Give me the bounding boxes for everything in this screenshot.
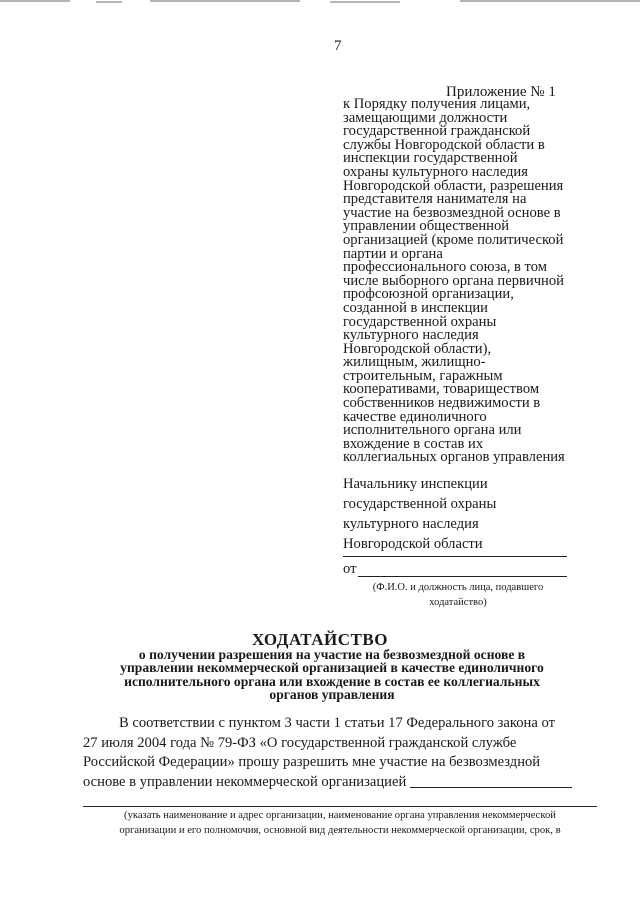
from-label: от: [343, 561, 357, 577]
annex-line: организацией (кроме политической: [343, 231, 564, 248]
footnote-line: (указать наименование и адрес организации, наименование органа управления некоммерческой: [124, 810, 556, 821]
body-line: [83, 773, 597, 793]
addressee-line: культурного наследия: [343, 516, 479, 532]
annex-line: культурного наследия: [343, 327, 479, 344]
annex-line: профсоюзной организации,: [343, 286, 514, 303]
fio-caption-line: ходатайство): [429, 597, 487, 608]
fio-caption: [343, 580, 573, 610]
annex-line: коллегиальных органов управления: [343, 449, 565, 466]
annex-line: инспекции государственной: [343, 150, 518, 167]
document-subtitle: [90, 648, 574, 702]
annex-line: участие на безвозмездной основе в: [343, 204, 561, 221]
footnote-line: организации и его полномочия, основной вид деятельности некоммерческой организации, срок, в: [119, 825, 561, 836]
subtitle-line: управлении некоммерческой организацией в качестве единоличного: [120, 660, 544, 676]
body-line-text: основе в управлении некоммерческой организацией: [83, 773, 407, 790]
annex-line: качестве единоличного: [343, 408, 487, 425]
page-number: 7: [334, 38, 342, 54]
body-line-text: Российской Федерации» прошу разрешить мне участие на безвозмездной: [83, 754, 541, 770]
organization-fill-line: [410, 773, 572, 788]
body-line: [83, 734, 597, 754]
annex-line: представителя нанимателя на: [343, 191, 527, 208]
annex-line: собственников недвижимости в: [343, 395, 541, 412]
addressee-line: Новгородской области: [343, 536, 483, 552]
annex-line: управлении общественной: [343, 218, 510, 235]
annex-line: Новгородской области),: [343, 340, 492, 357]
addressee-line: Начальнику инспекции: [343, 476, 488, 492]
annex-line: охраны культурного наследия: [343, 163, 528, 180]
annex-line: партии и органа: [343, 245, 443, 262]
annex-line: Новгородской области, разрешения: [343, 177, 564, 194]
name-fill-line: [343, 556, 567, 557]
annex-line: государственной гражданской: [343, 123, 531, 140]
from-fill-line: [358, 576, 567, 577]
addressee-block: [343, 474, 633, 554]
addressee-line: государственной охраны: [343, 496, 497, 512]
annex-line: строительным, гаражным: [343, 367, 503, 384]
annex-line: вхождение в состав их: [343, 435, 484, 452]
footnote-caption: [83, 808, 597, 838]
annex-line: кооперативами, товариществом: [343, 381, 540, 398]
annex-line: службы Новгородской области в: [343, 136, 545, 153]
annex-line: профессионального союза, в том: [343, 259, 547, 276]
body-line: [83, 753, 597, 773]
subtitle-line: органов управления: [269, 687, 395, 703]
annex-description: [343, 98, 640, 465]
footnote-fill-line: [83, 806, 597, 807]
body-line: [83, 714, 597, 734]
annex-line: жилищным, жилищно-: [343, 354, 486, 371]
document-title: ХОДАТАЙСТВО: [252, 630, 388, 649]
annex-line: государственной охраны: [343, 313, 497, 330]
annex-title: Приложение № 1: [446, 84, 556, 100]
annex-line: созданной в инспекции: [343, 299, 488, 316]
fio-caption-line: (Ф.И.О. и должность лица, подавшего: [372, 582, 544, 593]
body-line-text: 27 июля 2004 года № 79-ФЗ «О государственной гражданской службе: [83, 734, 517, 751]
body-line-text: В соответствии с пунктом 3 части 1 статьи 17 Федерального закона от: [119, 715, 555, 731]
scan-edge-marks: [0, 0, 640, 10]
annex-line: замещающими должности: [343, 109, 508, 126]
annex-line: числе выборного органа первичной: [343, 272, 564, 289]
petition-body: [83, 714, 597, 792]
annex-line: исполнительного органа или: [343, 422, 522, 439]
annex-line: к Порядку получения лицами,: [343, 96, 531, 112]
subtitle-line: исполнительного органа или вхождение в состав ее коллегиальных: [124, 673, 540, 689]
subtitle-line: о получении разрешения на участие на безвозмездной основе в: [138, 647, 526, 662]
